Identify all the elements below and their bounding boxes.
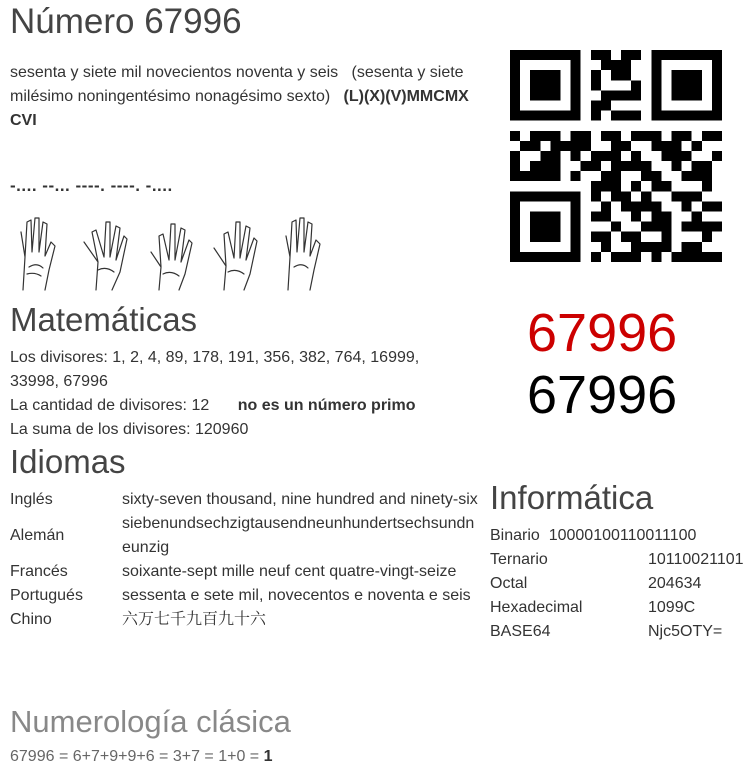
table-row	[490, 596, 744, 620]
info-value: 204634	[648, 575, 702, 592]
divisors-list: 1, 2, 4, 89, 178, 191, 356, 382, 764, 16999, 33998, 67996	[10, 349, 420, 390]
prime-note: no es un número primo	[237, 397, 416, 414]
languages-table	[10, 488, 480, 632]
info-key: Octal	[490, 575, 528, 592]
number-display-red: 67996	[527, 303, 678, 363]
sign-language-hands-icon	[10, 212, 330, 292]
language-name: Chino	[10, 611, 52, 628]
morse-code: -.... --... ----. ----. -....	[10, 176, 173, 195]
info-value: 10110021101	[648, 551, 744, 568]
divisor-count: 12	[191, 397, 210, 414]
divisor-count-label: La cantidad de divisores:	[10, 397, 187, 414]
table-row	[10, 512, 480, 560]
page-title: Número 67996	[10, 2, 242, 41]
language-text: soixante-sept mille neuf cent quatre-vingt-seize	[122, 563, 457, 580]
table-row	[490, 548, 744, 572]
math-heading: Matemáticas	[10, 301, 198, 338]
table-row	[490, 524, 744, 548]
info-heading: Informática	[490, 479, 654, 516]
table-row	[490, 572, 744, 596]
divisor-count-line	[10, 394, 440, 418]
info-key: Ternario	[490, 551, 548, 568]
table-row	[490, 620, 744, 644]
info-key: Binario	[490, 527, 540, 544]
divisor-sum-line	[10, 418, 440, 442]
number-in-words	[10, 61, 480, 133]
language-text: siebenundsechzigtausendneunhundertsechsundneunzig	[122, 515, 475, 556]
divisors-line	[10, 346, 440, 394]
language-text: sixty-seven thousand, nine hundred and ninety-six	[122, 491, 478, 508]
info-value: Njc5OTY=	[648, 623, 723, 640]
numerology-result: 1	[263, 748, 273, 765]
info-key: BASE64	[490, 623, 551, 640]
divisor-sum-label: La suma de los divisores:	[10, 421, 191, 438]
languages-heading: Idiomas	[10, 443, 126, 480]
info-table	[490, 524, 744, 644]
roman-numeral: (L)(X)(V)MMCMXCVI	[10, 88, 469, 129]
info-value: 10000100110011100	[548, 527, 697, 544]
table-row	[10, 584, 480, 608]
language-name: Alemán	[10, 527, 65, 544]
ordinal-words: (sesenta y siete milésimo noningentésimo nonagésimo sexto)	[10, 64, 464, 105]
math-section	[10, 346, 440, 442]
spanish-words: sesenta y siete mil novecientos noventa y seis	[10, 64, 339, 81]
language-name: Francés	[10, 563, 68, 580]
numerology-heading: Numerología clásica	[10, 704, 291, 739]
number-display-black: 67996	[527, 365, 678, 425]
info-key: Hexadecimal	[490, 599, 583, 616]
divisor-sum: 120960	[194, 421, 249, 438]
language-text: 六万七千九百九十六	[122, 611, 267, 628]
language-name: Inglés	[10, 491, 53, 508]
language-text: sessenta e sete mil, novecentos e noventa e seis	[122, 587, 471, 604]
info-value: 1099C	[648, 599, 696, 616]
table-row	[10, 488, 480, 512]
binary-line	[490, 524, 744, 548]
qr-code-icon	[510, 50, 722, 262]
divisors-label: Los divisores:	[10, 349, 108, 366]
numerology-formula-line	[10, 748, 273, 766]
language-name: Portugués	[10, 587, 83, 604]
numerology-formula: 67996 = 6+7+9+9+6 = 3+7 = 1+0 =	[10, 748, 260, 765]
table-row	[10, 608, 480, 632]
table-row	[10, 560, 480, 584]
